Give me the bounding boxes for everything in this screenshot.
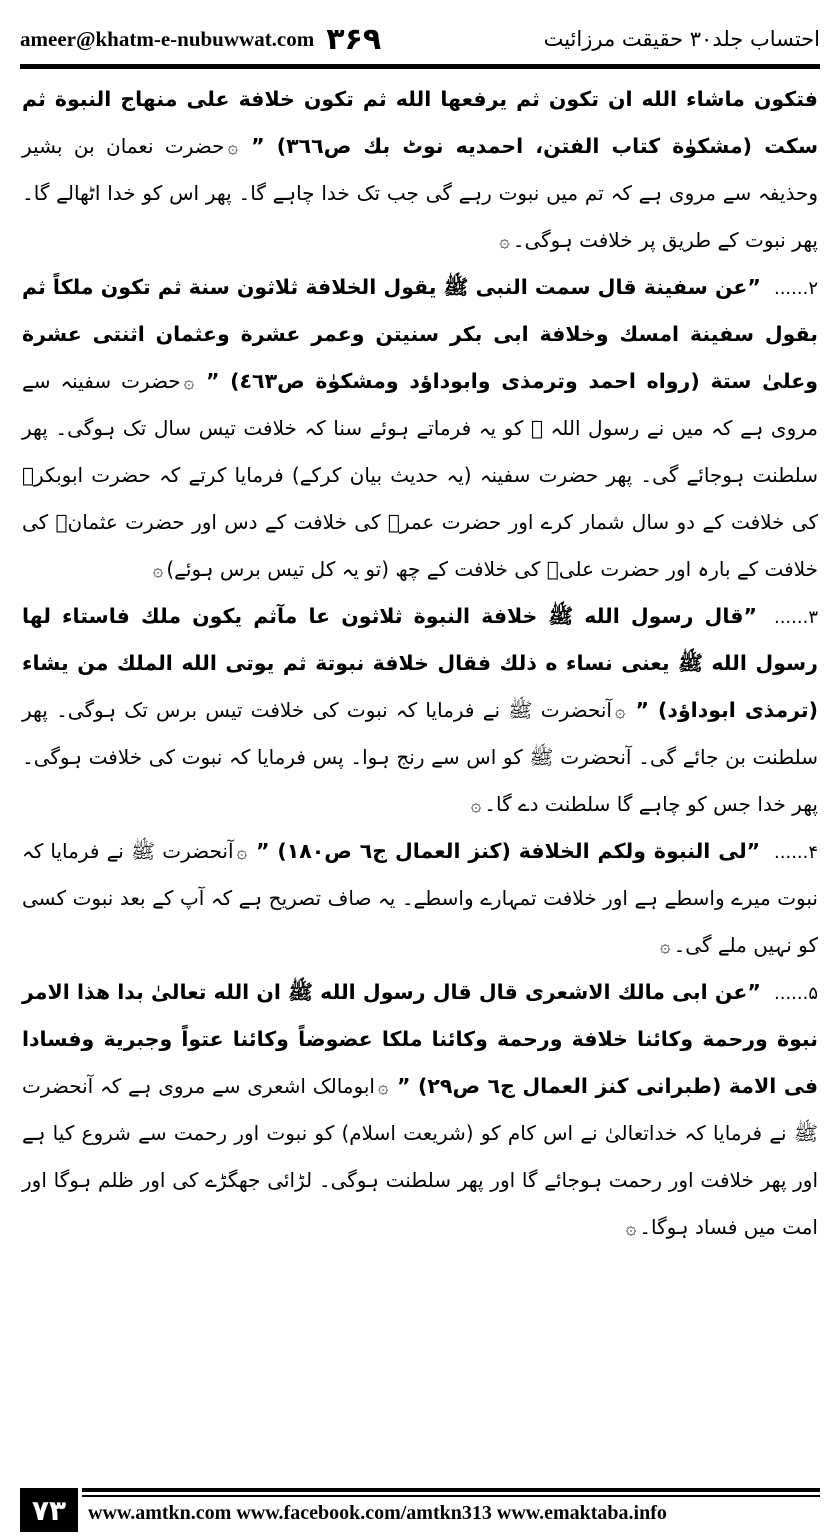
hadith-number: ۵...... [774,983,819,1004]
paragraph-2 [22,264,818,593]
book-title: احتساب جلد۳۰ حقیقت مرزائیت [543,27,820,51]
ornament-close-icon: ۞ [660,936,671,957]
ornament-open-icon: ۞ [377,1077,389,1098]
hadith-number: ۴...... [774,842,819,863]
ornament-open-icon: ۞ [614,701,626,722]
hadith-number: ۲...... [773,278,818,299]
footer-links: www.amtkn.com www.facebook.com/amtkn313 www.emaktaba.info [88,1502,667,1524]
ornament-open-icon: ۞ [236,842,248,863]
urdu-translation: آنحضرت ﷺ نے فرمایا کہ نبوت کی خلافت تیس برس تک ہوگی۔ پھر سلطنت بن جائے گی۔ آنحضرت ﷺ کو اس سے رنج ہوا۔ پس فرمایا کہ نبوت کی خلافت ہوگی۔ پھر خدا جس کو چاہے گا سلطنت دے گا۔ [22,698,818,816]
arabic-text: فتكون ماشاء الله ان تكون ثم يرفعها الله ثم تكون خلافة على منهاج النبوة ثم سكت (مشكوٰة كتاب الفتن، احمديه نوٹ بك ص٣٦٦) ” [22,87,818,158]
header-email: ameer@khatm-e-nubuwwat.com [20,26,315,51]
urdu-translation: حضرت نعمان بن بشیر وحذیفہ سے مروی ہے کہ تم میں نبوت رہے گی جب تک خدا چاہے گا۔ پھر اس کو خدا اٹھالے گا۔ پھر نبوت کے طریق پر خلافت ہوگی۔ [22,134,818,252]
paragraph-3 [22,593,818,828]
urdu-translation: ابومالک اشعری سے مروی ہے کہ آنحضرت ﷺ نے فرمایا کہ خداتعالیٰ نے اس کام کو (شریعت اسلام) کو نبوت اور رحمت سے شروع کیا ہے اور پھر خلافت اور رحمت ہوجائے گا اور پھر سلطنت ہوگی۔ لڑائی جھگڑے کی اور ظلم ہوگا اور امت میں فساد ہوگا۔ [22,1074,818,1239]
page-footer [20,1480,820,1534]
ornament-close-icon: ۞ [470,795,482,816]
paragraph-4 [22,828,818,969]
hadith-number: ۳...... [773,607,818,628]
urdu-translation: حضرت سفینہ سے مروی ہے کہ میں نے رسول اللہ ﷺ کو یہ فرماتے ہوئے سنا کہ خلافت تیس سال تک ہوگی۔ پھر سلطنت ہوجائے گی۔ پھر حضرت سفینہ (یہ حدیث بیان کرکے) فرمایا کرتے کہ حضرت ابوبکرؓ کی خلافت کے دو سال شمار کرے اور حضرت عمرؓ کی خلافت کے دس اور حضرت عثمانؓ کی خلافت کے بارہ اور حضرت علیؓ کی خلافت کے چھ (تو یہ کل تیس برس ہوئے) [22,369,818,581]
ornament-open-icon: ۞ [227,137,239,158]
paragraph-5 [22,969,818,1251]
header-left [20,22,381,57]
ornament-close-icon: ۞ [152,560,164,581]
urdu-translation: آنحضرت ﷺ نے فرمایا کہ نبوت میرے واسطے ہے اور خلافت تمہارے واسطے۔ یہ صاف تصریح ہے کہ آپ کے بعد نبوت کسی کو نہیں ملے گی۔ [22,839,818,957]
footer-page-box: ۷۳ [20,1488,78,1532]
page-content [22,76,818,1251]
arabic-text: ”عن سفينة قال سمت النبى ﷺ يقول الخلافة ثلاثون سنة ثم تكون ملكاً ثم بقول سفينة امسك وخلافة ابى بكر سنيتن وعمر عشرة وعثمان اثنتى عشرة وعلىٰ ستة (رواه احمد وترمذى وابوداؤد ومشكوٰة ص٤٦٣) ” [22,275,819,393]
footer-rule-thin [82,1495,820,1497]
page-header [20,20,820,58]
arabic-text: ”لى النبوة ولكم الخلافة (كنز العمال ج٦ ص١٨٠) ” [255,839,761,863]
arabic-text: ”عن ابى مالك الاشعرى قال قال رسول الله ﷺ ان الله تعالىٰ بدا هذا الامر نبوة ورحمة وكائنا خلافة ورحمة وكائنا ملكا عضوضاً وكائنا عتواً وجبرية وفسادا فى الامة (طبرانى كنز العمال ج٦ ص٢٩) ” [22,980,818,1098]
page-number: ۳۶۹ [326,21,382,57]
footer-rule-thick [82,1488,820,1492]
ornament-close-icon: ۞ [499,231,510,252]
arabic-text: ”قال رسول الله ﷺ خلافة النبوة ثلاثون عا مآثم يكون ملك فاستاء لها رسول الله ﷺ يعنى نساء ه ذلك فقال خلافة نبوتة ثم يوتى الله الملك من يشاء (ترمذى ابوداؤد) ” [22,604,818,722]
paragraph-1 [22,76,818,264]
ornament-open-icon: ۞ [183,372,195,393]
ornament-close-icon: ۞ [625,1218,637,1239]
header-rule [20,64,820,69]
